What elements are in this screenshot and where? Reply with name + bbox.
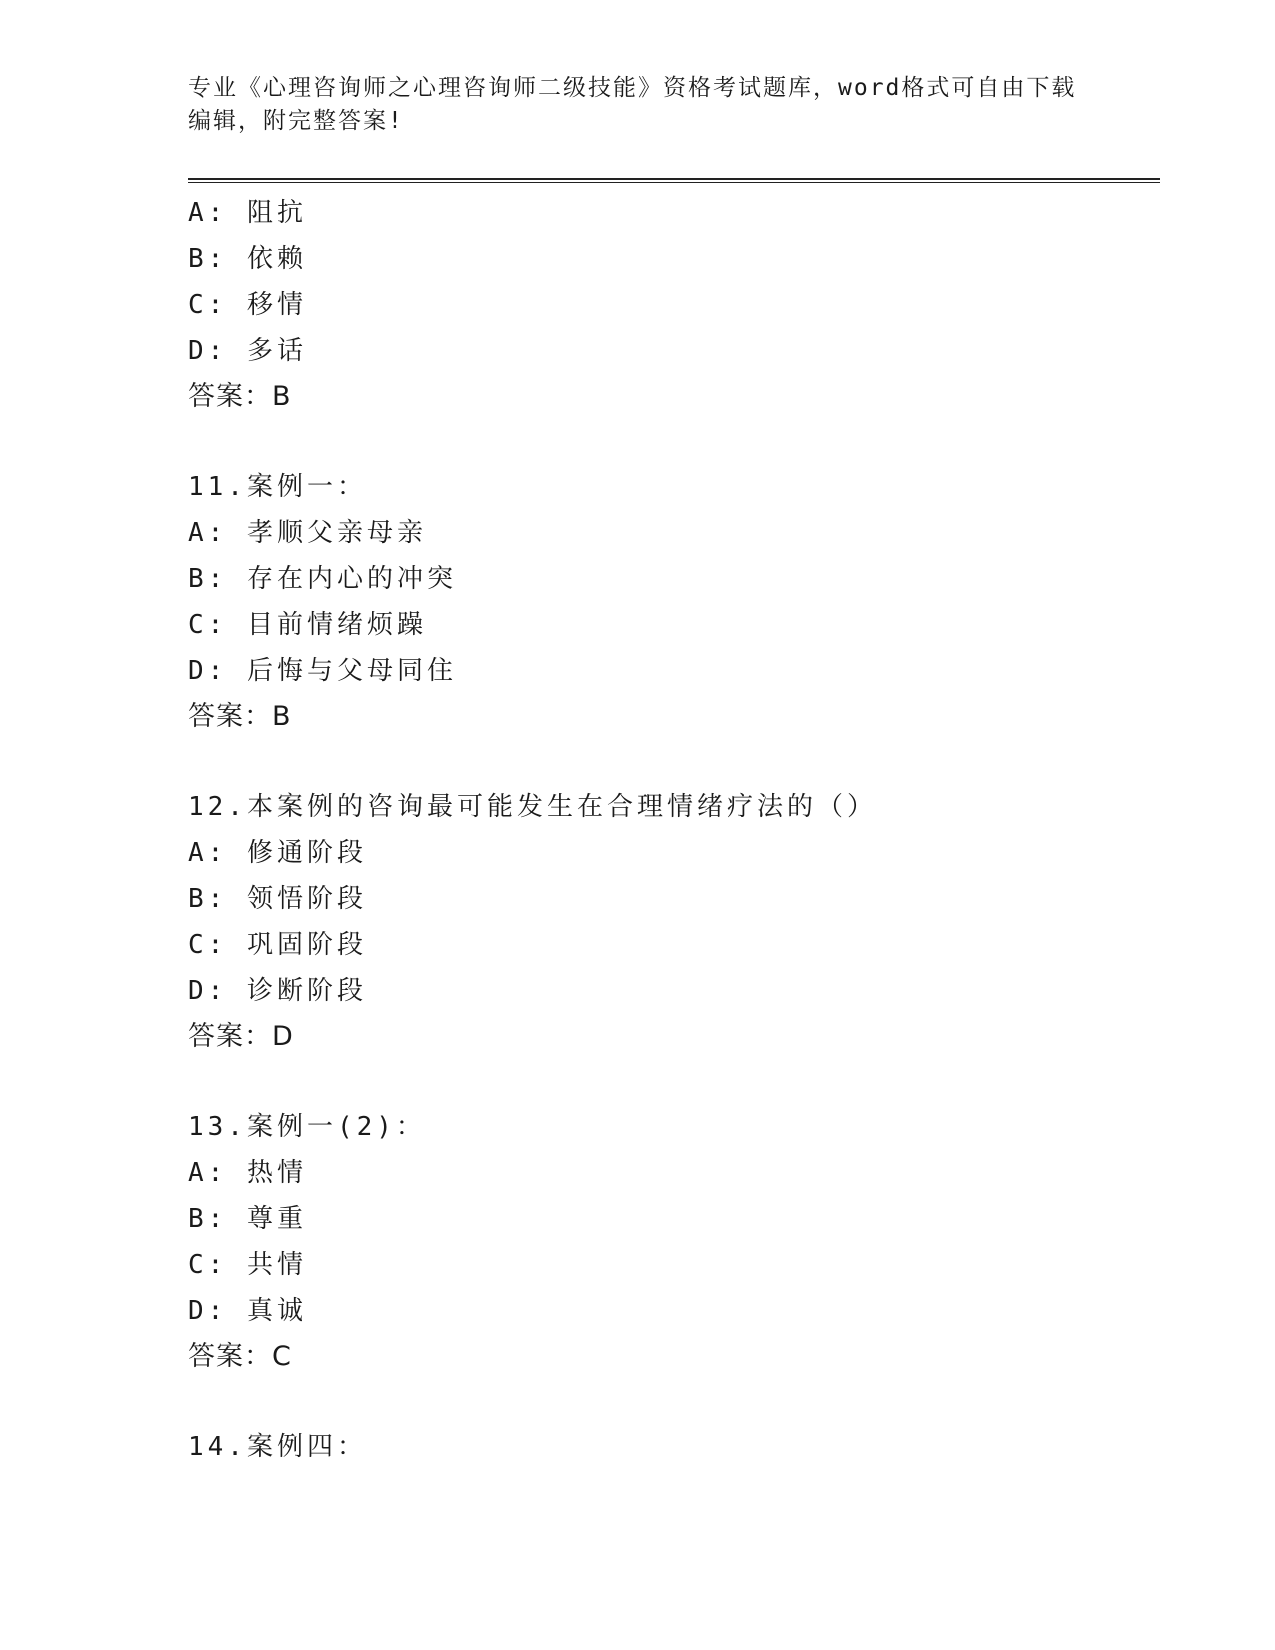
option-a: A: 热情	[188, 1158, 307, 1188]
question-block	[188, 1424, 1148, 1470]
option-a: A: 阻抗	[188, 198, 307, 228]
answer-line: 答案：B	[188, 701, 292, 732]
header-line-1: 专业《心理咨询师之心理咨询师二级技能》资格考试题库，word格式可自由下载	[188, 75, 1077, 101]
answer-line: 答案：D	[188, 1021, 294, 1052]
question-stem: 11.案例一：	[188, 472, 367, 502]
option-c: C: 共情	[188, 1250, 307, 1280]
option-a: A: 孝顺父亲母亲	[188, 518, 427, 548]
option-d: D: 多话	[188, 336, 307, 366]
option-b: B: 存在内心的冲突	[188, 564, 457, 594]
question-block	[188, 190, 1148, 420]
option-b: B: 领悟阶段	[188, 884, 367, 914]
header-line-2: 编辑，附完整答案!	[188, 108, 404, 134]
option-b: B: 尊重	[188, 1204, 307, 1234]
answer-line: 答案：C	[188, 1341, 292, 1372]
option-d: D: 后悔与父母同住	[188, 656, 457, 686]
question-stem: 13.案例一(2)：	[188, 1112, 426, 1142]
question-block	[188, 784, 1148, 1060]
option-c: C: 目前情绪烦躁	[188, 610, 427, 640]
option-b: B: 依赖	[188, 244, 307, 274]
question-list	[188, 190, 1148, 1470]
header-divider	[188, 178, 1160, 183]
block-spacer	[188, 420, 1148, 464]
option-c: C: 巩固阶段	[188, 930, 367, 960]
block-spacer	[188, 740, 1148, 784]
question-stem: 14.案例四：	[188, 1432, 367, 1462]
question-block	[188, 464, 1148, 740]
block-spacer	[188, 1060, 1148, 1104]
option-d: D: 诊断阶段	[188, 976, 367, 1006]
block-spacer	[188, 1380, 1148, 1424]
option-c: C: 移情	[188, 290, 307, 320]
option-d: D: 真诚	[188, 1296, 307, 1326]
answer-line: 答案：B	[188, 381, 292, 412]
question-stem: 12.本案例的咨询最可能发生在合理情绪疗法的（）	[188, 792, 877, 822]
question-block	[188, 1104, 1148, 1380]
document-header	[188, 72, 1088, 138]
option-a: A: 修通阶段	[188, 838, 367, 868]
